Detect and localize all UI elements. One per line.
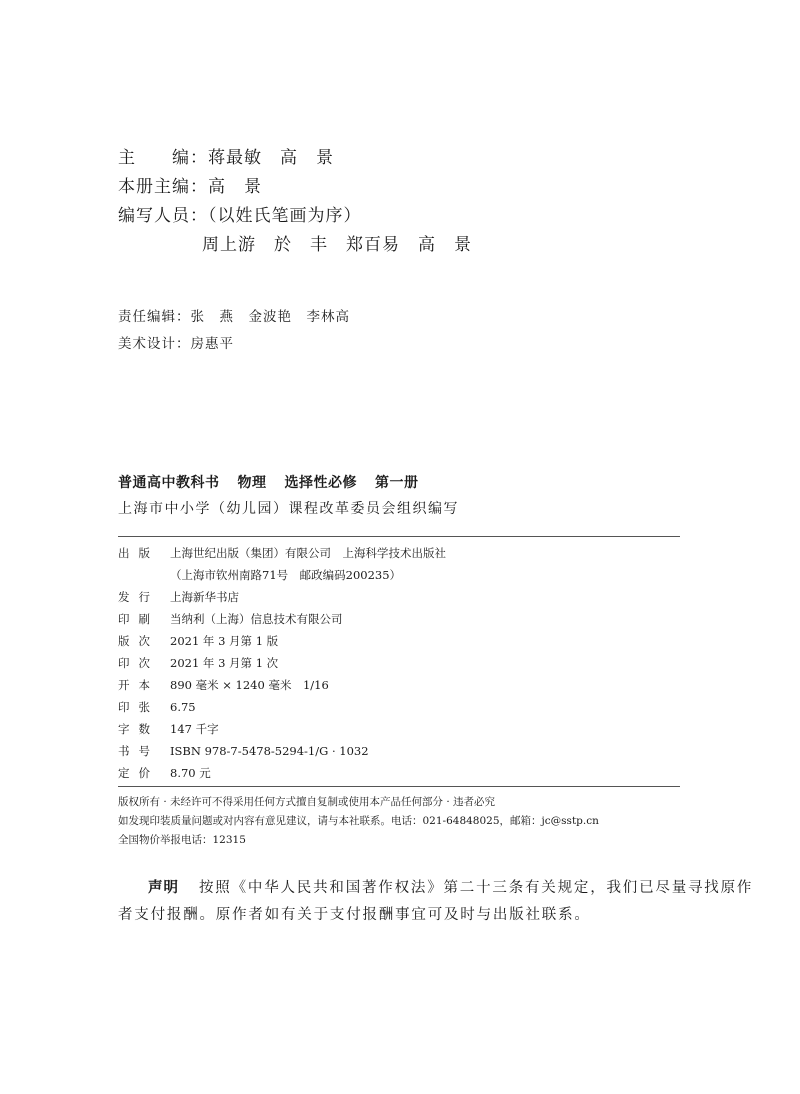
volume-editor-names: 高 景 <box>208 177 262 197</box>
responsible-editor-label: 责任编辑： <box>118 309 191 325</box>
pub-row <box>118 699 196 715</box>
copyright-notice: 版权所有 · 未经许可不得采用任何方式擅自复制或使用本产品任何部分 · 违者必究 <box>118 796 496 808</box>
art-design-line <box>118 332 234 352</box>
art-design-names: 房惠平 <box>190 336 234 352</box>
pub-label: 书号 <box>118 744 159 758</box>
quality-contact-notice: 如发现印装质量问题或对内容有意见建议，请与本社联系。电话：021-64848025，邮箱：jc@sstp.cn <box>118 815 599 827</box>
pub-value: 2021 年 3 月第 1 版 <box>170 634 279 648</box>
writers-order-note: （以姓氏笔画为序） <box>208 206 362 226</box>
volume-editor-label: 本册主编： <box>118 177 208 197</box>
book-title-part: 物理 <box>237 475 267 491</box>
pub-value: 2021 年 3 月第 1 次 <box>170 656 279 670</box>
pub-value: 8.70 元 <box>170 766 211 780</box>
book-title-part: 选择性必修 <box>284 475 357 491</box>
price-report-notice: 全国物价举报电话：12315 <box>118 834 246 846</box>
pub-value: 147 千字 <box>170 722 219 736</box>
pub-row <box>118 545 446 561</box>
writers-label: 编写人员： <box>118 206 208 226</box>
pub-row <box>118 567 401 583</box>
pub-row <box>118 765 211 781</box>
pub-row <box>118 743 369 759</box>
pub-row <box>118 611 343 627</box>
pub-row <box>118 655 278 671</box>
compiler-line: 上海市中小学（幼儿园）课程改革委员会组织编写 <box>118 501 459 517</box>
writer-names: 周上游 於 丰 郑百易 高 景 <box>202 235 472 255</box>
declaration-line-1 <box>148 876 753 897</box>
book-title-part: 第一册 <box>375 475 419 491</box>
pub-value: 上海世纪出版（集团）有限公司 上海科学技术出版社 <box>170 546 446 560</box>
pub-row <box>118 677 329 693</box>
pub-value: 当纳利（上海）信息技术有限公司 <box>170 612 343 626</box>
chief-editor-line <box>118 143 334 168</box>
bottom-rule <box>118 786 680 787</box>
chief-editor-names: 蒋最敏 高 景 <box>208 148 334 168</box>
pub-value: 上海新华书店 <box>170 590 239 604</box>
pub-row <box>118 721 219 737</box>
pub-value: 890 毫米 × 1240 毫米 1/16 <box>170 678 329 692</box>
pub-label: 版次 <box>118 634 159 648</box>
pub-label: 印刷 <box>118 612 159 626</box>
pub-label: 定价 <box>118 766 159 780</box>
declaration-heading: 声明 <box>148 880 179 896</box>
pub-label: 字数 <box>118 722 159 736</box>
writers-line <box>118 201 362 226</box>
book-title-part: 普通高中教科书 <box>118 475 220 491</box>
pub-row <box>118 589 239 605</box>
declaration-line-2: 者支付报酬。原作者如有关于支付报酬事宜可及时与出版社联系。 <box>118 907 591 923</box>
pub-value: ISBN 978-7-5478-5294-1/G · 1032 <box>170 744 369 758</box>
pub-label: 印次 <box>118 656 159 670</box>
art-design-label: 美术设计： <box>118 336 191 352</box>
pub-label: 发行 <box>118 590 159 604</box>
book-title <box>118 472 437 492</box>
responsible-editor-names: 张 燕 金波艳 李林高 <box>190 309 350 325</box>
top-rule <box>118 536 680 537</box>
pub-label: 印张 <box>118 700 159 714</box>
responsible-editor-line <box>118 305 350 325</box>
volume-editor-line <box>118 172 262 197</box>
pub-row <box>118 633 278 649</box>
pub-label: 开本 <box>118 678 159 692</box>
declaration-text-1: 按照《中华人民共和国著作权法》第二十三条有关规定，我们已尽量寻找原作 <box>199 880 754 896</box>
pub-value: （上海市钦州南路71号 邮政编码200235） <box>170 568 402 582</box>
pub-label: 出版 <box>118 546 159 560</box>
pub-value: 6.75 <box>170 700 196 714</box>
chief-editor-label: 主 编： <box>118 148 208 168</box>
